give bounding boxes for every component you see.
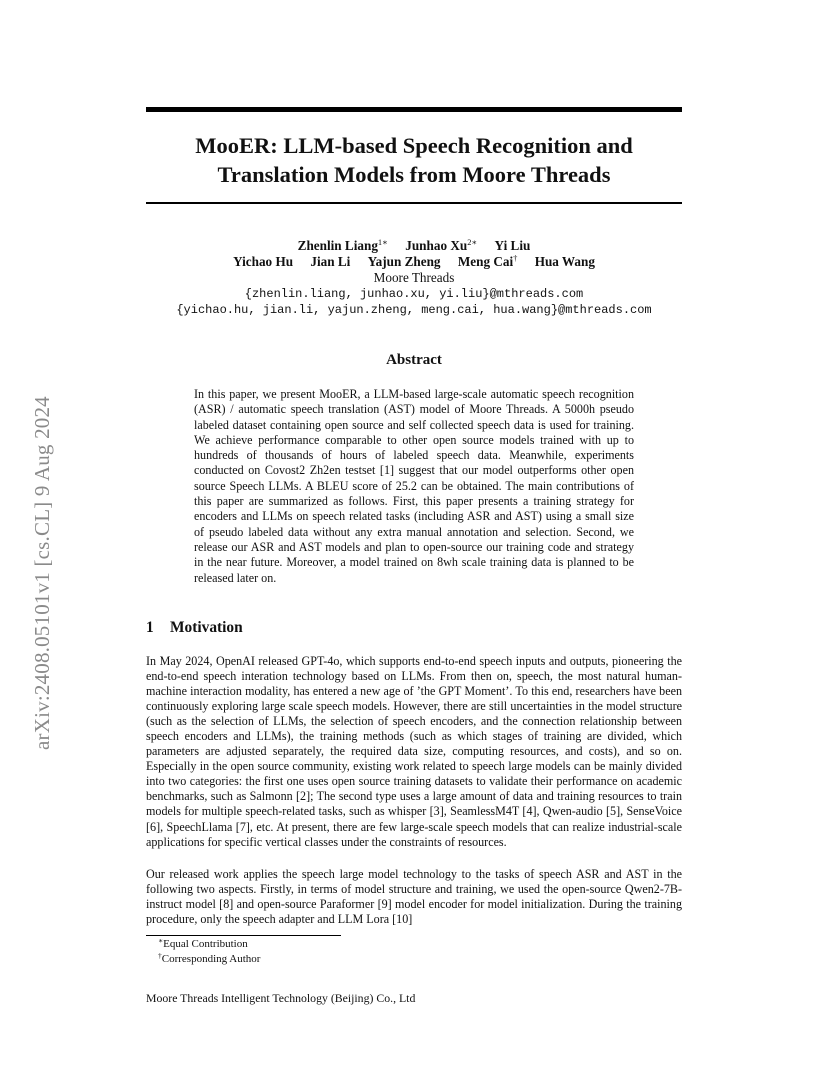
email-line-2: {yichao.hu, jian.li, yajun.zheng, meng.cai, hua.wang}@mthreads.com <box>176 303 652 317</box>
author-name: Zhenlin Liang$^{1∗}$ <box>297 237 388 253</box>
section-title: Motivation <box>170 619 243 636</box>
paper-title <box>146 131 682 189</box>
section-heading <box>146 619 243 637</box>
title-line-1: MooER: LLM-based Speech Recognition and <box>195 133 633 158</box>
author-name: Yi Liu <box>494 238 531 253</box>
author-name: Jian Li <box>310 254 351 269</box>
page-footer: Moore Threads Intelligent Technology (Beijing) Co., Ltd <box>146 991 416 1005</box>
body-paragraph-2: Our released work applies the speech large model technology to the tasks of speech ASR and AST in the following two aspects. Firstly, in terms of model structure and training, we used the open-source Qwen2-7B-instruct model [8] and open-source Paraformer [9] model encoder for model initialization. During the training procedure, only the speech adapter and LLM Lora [10] <box>146 867 682 927</box>
abstract-heading: Abstract <box>386 352 442 368</box>
author-row-1 <box>146 238 682 254</box>
author-name: Hua Wang <box>534 254 595 269</box>
footnote-rule <box>146 935 341 936</box>
author-row-2 <box>146 254 682 270</box>
title-top-rule <box>146 107 682 112</box>
abstract-text: In this paper, we present MooER, a LLM-based large-scale automatic speech recognition (ASR) / automatic speech translation (AST) model of Moore Threads. A 5000h pseudo labeled dataset containing open source and self collected speech data is used for training. We achieve performance comparable to other open source models trained with up to hundreds of thousands of hours of labeled speech data. Meanwhile, experiments conducted on Covost2 Zh2en testset [1] suggest that our model outperforms other open source Speech LLMs. A BLEU score of 25.2 can be obtained. The main contributions of this paper are summarized as follows. First, this paper presents a training strategy for encoders and LLMs on speech related tasks (including ASR and AST) using a small size of pseudo labeled data without any extra manual annotation and selection. Second, we release our ASR and AST models and plan to open-source our training code and strategy in the near future. Moreover, a model trained on 8wh scale training data is planned to be released later on. <box>194 387 634 585</box>
author-name: Meng Cai† <box>457 253 518 269</box>
footnote-2: †Corresponding Author <box>158 951 261 965</box>
email-line-1: {zhenlin.liang, junhao.xu, yi.liu}@mthreads.com <box>244 287 584 301</box>
arxiv-side-stamp: arXiv:2408.05101v1 [cs.CL] 9 Aug 2024 <box>30 396 54 750</box>
author-name: Yichao Hu <box>233 254 294 269</box>
section-number: 1 <box>146 619 154 636</box>
footnote-1: ∗Equal Contribution <box>158 936 248 950</box>
author-name: Yajun Zheng <box>367 254 441 269</box>
title-bottom-rule <box>146 202 682 204</box>
author-name: Junhao $Xu^{2∗}$ <box>405 237 478 253</box>
title-line-2: Translation Models from Moore Threads <box>217 162 611 187</box>
author-block <box>146 238 682 318</box>
affiliation: Moore Threads <box>373 270 455 285</box>
body-paragraph-1: In May 2024, OpenAI released GPT-4o, which supports end-to-end speech inputs and outputs, pioneering the end-to-end speech interation technology based on LLMs. From then on, speech, the most natural human-machine interaction modality, has entered a new age of ’the GPT Moment’. To this end, researchers have been continuously exploring large scale speech models. However, there are still uncertainties in the model structure (such as the selection of LLMs, the selection of speech encoders, and the connection relationship between speech encoders and LLMs), the training methods (such as which stages of training are divided, which parameters are adjusted separately, the required data size, computing resources, and costs), and so on. Especially in the open source community, existing work related to speech large models can be mainly divided into two categories: the first one uses open source training datasets to validate their performance on academic benchmarks, such as Salmonn [2]; The second type uses a large amount of data and training resources to train models for multiple speech-related tasks, such as whisper [3], SeamlessM4T [4], Qwen-audio [5], SenseVoice [6], SpeechLlama [7], etc. At present, there are few large-scale speech models that can realize industrial-scale applications for specific vertical classes under the constraints of resources. <box>146 654 682 849</box>
